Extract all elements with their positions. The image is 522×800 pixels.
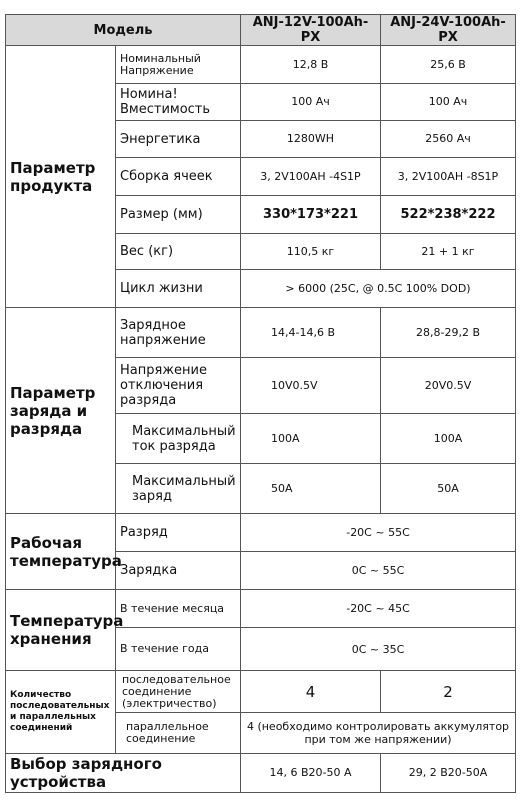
model-a-header: ANJ-12V-100Ah-PX <box>241 15 381 46</box>
temp-value: -20C ~ 45C <box>241 590 516 628</box>
row-label: В течение месяца <box>116 590 241 628</box>
table-row <box>6 46 516 84</box>
value-b: 522*238*222 <box>381 196 516 234</box>
value-a: 3, 2V100AH -4S1P <box>241 158 381 196</box>
temp-value: -20C ~ 55C <box>241 514 516 552</box>
value-b: 100 Ач <box>381 84 516 121</box>
temp-value: 0C ~ 55C <box>241 552 516 590</box>
value-a: 4 <box>241 671 381 713</box>
value-a: 14, 6 В20-50 А <box>241 754 381 793</box>
value-b: 28,8-29,2 В <box>381 308 516 358</box>
value-a: 100 Ач <box>241 84 381 121</box>
row-label: Максимальный ток разряда <box>116 414 241 464</box>
value-b: 25,6 В <box>381 46 516 84</box>
group-charger: Выбор зарядного устройства <box>6 754 241 793</box>
group-work-temp: Рабочая температура <box>6 514 116 590</box>
table-row <box>6 308 516 358</box>
spec-table <box>5 14 516 793</box>
value-b: 21 + 1 кг <box>381 234 516 270</box>
row-label: Вес (кг) <box>116 234 241 270</box>
value-a: 14,4-14,6 В <box>241 308 381 358</box>
value-a: 100A <box>241 414 381 464</box>
row-label: Максимальный заряд <box>116 464 241 514</box>
value-b: 3, 2V100AH -8S1P <box>381 158 516 196</box>
table-row <box>6 514 516 552</box>
row-label: Зарядное напряжение <box>116 308 241 358</box>
table-row <box>6 754 516 793</box>
value-b: 2 <box>381 671 516 713</box>
model-b-header: ANJ-24V-100Ah-PX <box>381 15 516 46</box>
group-storage-temp: Температура хранения <box>6 590 116 671</box>
row-label: Энергетика <box>116 121 241 158</box>
row-label: параллельное соединение <box>116 713 241 754</box>
group-charge: Параметр заряда и разряда <box>6 308 116 514</box>
model-header: Модель <box>6 15 241 46</box>
value-a: 1280WH <box>241 121 381 158</box>
row-label: Разряд <box>116 514 241 552</box>
value-b: 29, 2 В20-50А <box>381 754 516 793</box>
row-label: Номина! Вместимость <box>116 84 241 121</box>
row-label: последовательное соединение (электричество) <box>116 671 241 713</box>
group-product: Параметр продукта <box>6 46 116 308</box>
value-a: 330*173*221 <box>241 196 381 234</box>
group-connections: Количество последовательных и параллельных соединений <box>6 671 116 754</box>
cycle-life-value: > 6000 (25C, @ 0.5C 100% DOD) <box>241 270 516 308</box>
value-a: 12,8 В <box>241 46 381 84</box>
table-row <box>6 590 516 628</box>
row-label: Напряжение отключения разряда <box>116 358 241 414</box>
row-label: Зарядка <box>116 552 241 590</box>
temp-value: 0C ~ 35C <box>241 628 516 671</box>
row-label: Размер (мм) <box>116 196 241 234</box>
value-a: 10V0.5V <box>241 358 381 414</box>
row-label: Цикл жизни <box>116 270 241 308</box>
table-row <box>6 671 516 713</box>
row-label: Номинальный Напряжение <box>116 46 241 84</box>
value-b: 2560 Ач <box>381 121 516 158</box>
header-row <box>6 15 516 46</box>
value-b: 100A <box>381 414 516 464</box>
value-b: 20V0.5V <box>381 358 516 414</box>
value-a: 110,5 кг <box>241 234 381 270</box>
parallel-value: 4 (необходимо контролировать аккумулятор при том же напряжении) <box>241 713 516 754</box>
value-a: 50A <box>241 464 381 514</box>
row-label: В течение года <box>116 628 241 671</box>
row-label: Сборка ячеек <box>116 158 241 196</box>
value-b: 50A <box>381 464 516 514</box>
